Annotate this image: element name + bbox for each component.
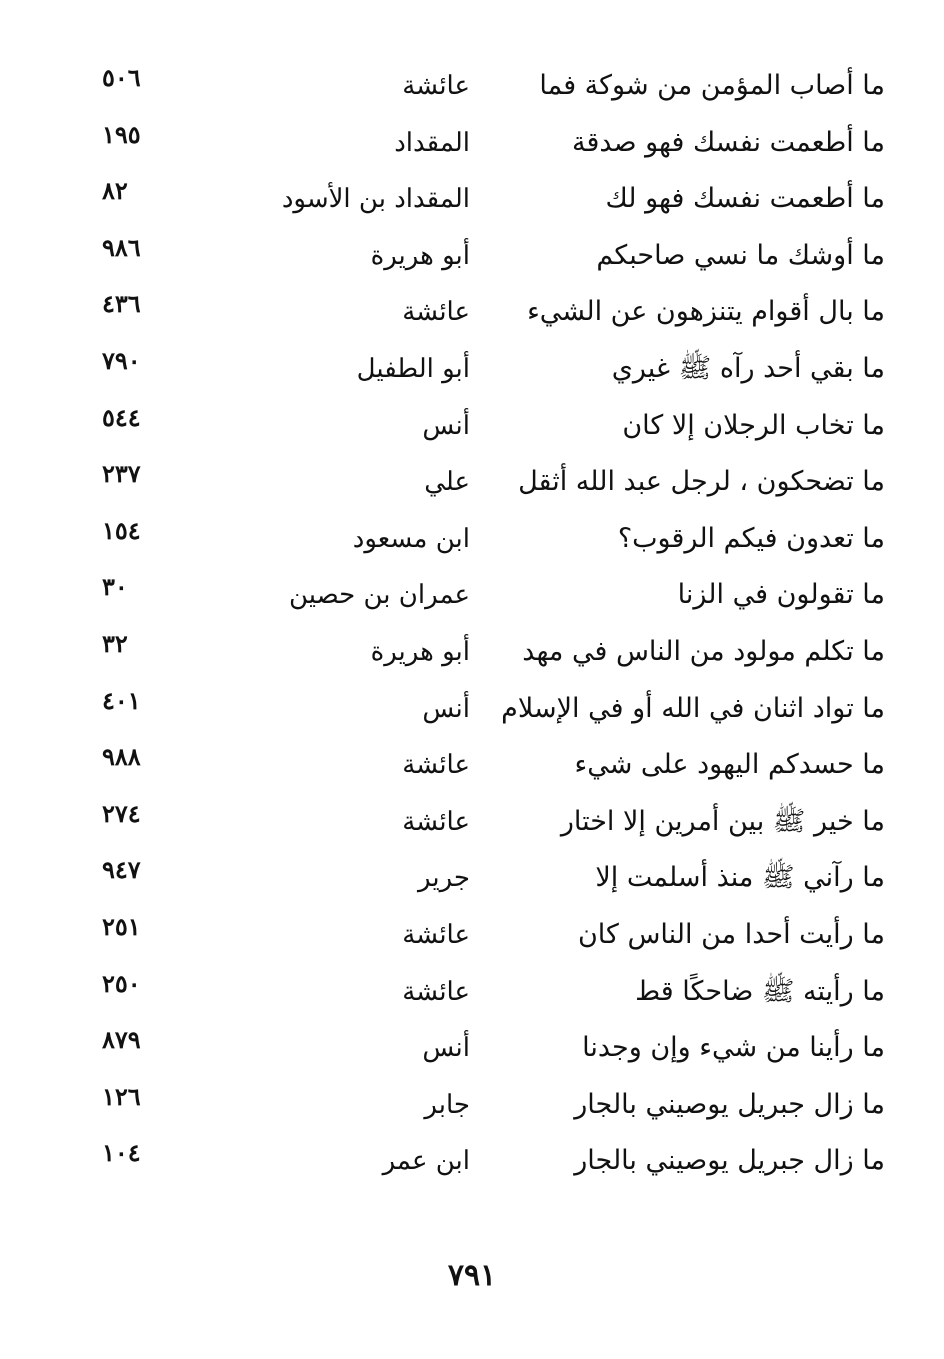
hadith-index-table <box>90 58 890 1190</box>
hadith-number: ١٥٤ <box>102 515 141 545</box>
hadith-text: ما أطعمت نفسك فهو لك <box>605 183 885 215</box>
hadith-text: ما رأيته ﷺ ضاحكًا قط <box>635 975 885 1007</box>
hadith-number: ٢٣٧ <box>102 459 141 489</box>
hadith-number: ٥٤٤ <box>102 402 141 432</box>
narrator-name: عائشة <box>402 806 470 837</box>
index-row <box>90 511 890 568</box>
hadith-number: ٢٧٤ <box>102 798 141 828</box>
index-row <box>90 171 890 228</box>
narrator-name: أبو الطفيل <box>356 353 470 384</box>
index-row <box>90 1133 890 1190</box>
index-row <box>90 794 890 851</box>
hadith-text: ما تعدون فيكم الرقوب؟ <box>617 522 885 554</box>
hadith-text: ما رأينا من شيء وإن وجدنا <box>582 1032 885 1064</box>
narrator-name: أنس <box>422 1033 470 1064</box>
narrator-name: ابن عمر <box>382 1146 470 1177</box>
narrator-name: أبو هريرة <box>370 636 470 667</box>
hadith-number: ١٢٦ <box>102 1081 141 1111</box>
narrator-name: المقداد <box>394 127 470 158</box>
hadith-number: ٨٢ <box>102 176 128 206</box>
hadith-text: ما زال جبريل يوصيني بالجار <box>574 1088 885 1120</box>
hadith-text: ما بال أقوام يتنزهون عن الشيء <box>527 296 885 328</box>
narrator-name: جابر <box>424 1089 470 1120</box>
narrator-name: المقداد بن الأسود <box>281 184 470 215</box>
hadith-text: ما زال جبريل يوصيني بالجار <box>574 1145 885 1177</box>
hadith-text: ما رأيت أحدا من الناس كان <box>577 918 885 950</box>
narrator-name: عمران بن حصين <box>288 580 470 611</box>
index-row <box>90 284 890 341</box>
index-row <box>90 907 890 964</box>
hadith-number: ٣٠ <box>102 572 128 602</box>
narrator-name: عائشة <box>402 297 470 328</box>
narrator-name: عائشة <box>402 919 470 950</box>
index-row <box>90 1020 890 1077</box>
hadith-text: ما تكلم مولود من الناس في مهد <box>522 635 885 667</box>
hadith-number: ٢٥١ <box>102 911 141 941</box>
narrator-name: أنس <box>422 410 470 441</box>
index-row <box>90 624 890 681</box>
index-row <box>90 454 890 511</box>
hadith-number: ٩٨٨ <box>102 742 141 772</box>
hadith-text: ما حسدكم اليهود على شيء <box>574 749 885 781</box>
hadith-number: ٣٢ <box>102 628 128 658</box>
hadith-number: ٢٥٠ <box>102 968 141 998</box>
narrator-name: أنس <box>422 693 470 724</box>
page-number: ٧٩١ <box>447 1258 497 1293</box>
hadith-text: ما أصاب المؤمن من شوكة فما <box>539 70 885 101</box>
hadith-text: ما خير ﷺ بين أمرين إلا اختار <box>560 805 885 837</box>
narrator-name: عائشة <box>402 976 470 1007</box>
hadith-number: ٩٤٧ <box>102 855 141 885</box>
narrator-name: عائشة <box>402 71 470 101</box>
index-row <box>90 341 890 398</box>
narrator-name: علي <box>424 467 470 498</box>
index-row <box>90 681 890 738</box>
hadith-text: ما أوشك ما نسي صاحبكم <box>596 239 885 271</box>
index-row <box>90 737 890 794</box>
index-row <box>90 567 890 624</box>
hadith-number: ٤٣٦ <box>102 289 141 319</box>
hadith-number: ١٠٤ <box>102 1138 141 1168</box>
index-row <box>90 398 890 455</box>
hadith-text: ما تخاب الرجلان إلا كان <box>622 409 885 441</box>
hadith-number: ١٩٥ <box>102 119 141 149</box>
index-row <box>90 850 890 907</box>
narrator-name: أبو هريرة <box>370 240 470 271</box>
hadith-text: ما أطعمت نفسك فهو صدقة <box>572 126 885 158</box>
hadith-number: ٥٠٦ <box>102 63 141 92</box>
narrator-name: عائشة <box>402 750 470 781</box>
index-row <box>90 964 890 1021</box>
hadith-number: ٧٩٠ <box>102 345 141 375</box>
hadith-number: ٩٨٦ <box>102 232 141 262</box>
hadith-text: ما رآني ﷺ منذ أسلمت إلا <box>595 862 885 894</box>
index-row <box>90 58 890 115</box>
hadith-text: ما بقي أحد رآه ﷺ غيري <box>611 352 885 384</box>
index-row <box>90 1077 890 1134</box>
hadith-text: ما تواد اثنان في الله أو في الإسلام <box>501 692 885 724</box>
index-row <box>90 228 890 285</box>
hadith-number: ٨٧٩ <box>102 1025 141 1055</box>
hadith-text: ما تقولون في الزنا <box>677 579 885 611</box>
narrator-name: جرير <box>418 863 470 894</box>
hadith-text: ما تضحكون ، لرجل عبد الله أثقل <box>518 466 885 498</box>
index-row <box>90 115 890 172</box>
hadith-number: ٤٠١ <box>102 685 141 715</box>
narrator-name: ابن مسعود <box>352 523 470 554</box>
